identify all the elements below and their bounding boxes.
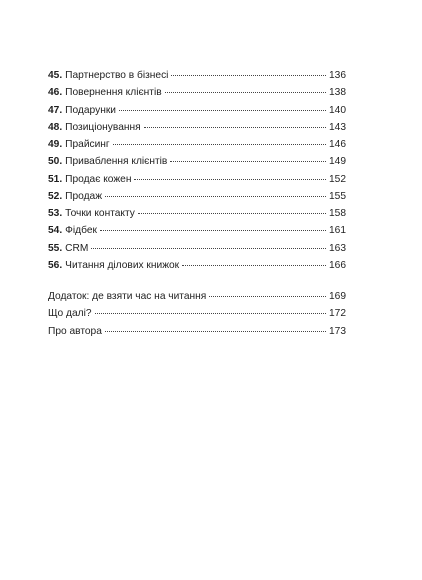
chapter-title: Подарунки [65, 104, 116, 116]
chapter-number: 50. [48, 156, 63, 168]
chapter-number: 45. [48, 70, 63, 81]
toc-entry-appendix [48, 305, 346, 322]
toc-entry [48, 67, 346, 84]
chapter-number: 56. [48, 259, 63, 271]
dot-leader [91, 248, 326, 249]
page-number: 143 [329, 121, 346, 133]
chapter-number: 49. [48, 139, 63, 150]
dot-leader [100, 230, 326, 231]
page-number: 163 [329, 242, 346, 254]
table-of-contents [48, 67, 346, 340]
chapter-title: Точки контакту [65, 208, 135, 219]
dot-leader [105, 331, 326, 332]
chapter-title: Фідбек [65, 225, 97, 237]
dot-leader [95, 313, 326, 314]
page-number: 166 [329, 259, 346, 271]
chapter-title: Приваблення клієнтів [65, 156, 168, 168]
page-number: 172 [329, 308, 346, 320]
page-number: 149 [329, 156, 346, 168]
chapter-title: Продаж [65, 190, 103, 202]
page-number: 136 [329, 70, 346, 81]
dot-leader [170, 161, 326, 162]
chapter-title: Читання ділових книжок [65, 259, 180, 271]
page-number: 140 [329, 104, 346, 116]
dot-leader [209, 296, 326, 297]
chapter-number: 53. [48, 208, 63, 219]
toc-entry [48, 84, 346, 101]
page-number: 146 [329, 139, 346, 150]
toc-entry [48, 188, 346, 205]
chapter-number: 52. [48, 190, 63, 202]
chapter-title: Прайсинг [65, 139, 110, 150]
chapter-title: Повернення клієнтів [65, 87, 162, 99]
toc-entry [48, 257, 346, 274]
toc-entry-appendix [48, 288, 346, 305]
dot-leader [113, 144, 326, 145]
chapter-title: Партнерство в бізнесі [65, 70, 169, 81]
appendix-title: Додаток: де взяти час на читання [48, 291, 207, 302]
page-number: 138 [329, 87, 346, 99]
toc-entry [48, 136, 346, 153]
chapter-title: Продає кожен [65, 173, 132, 185]
dot-leader [165, 92, 326, 93]
toc-entry [48, 102, 346, 119]
page-number: 155 [329, 190, 346, 202]
dot-leader [171, 75, 326, 76]
dot-leader [119, 110, 326, 111]
dot-leader [105, 196, 326, 197]
page-number: 152 [329, 173, 346, 185]
dot-leader [138, 213, 326, 214]
toc-entry [48, 171, 346, 188]
toc-entry [48, 119, 346, 136]
page-number: 169 [329, 291, 346, 302]
dot-leader [144, 127, 326, 128]
page-number: 158 [329, 208, 346, 219]
toc-entry-appendix [48, 323, 346, 340]
toc-entry [48, 222, 346, 239]
toc-entry [48, 205, 346, 222]
toc-entry [48, 240, 346, 257]
chapter-number: 47. [48, 104, 63, 116]
section-gap [48, 274, 346, 288]
chapter-number: 51. [48, 173, 63, 185]
chapter-title: CRM [65, 242, 89, 254]
chapter-title: Позиціонування [65, 121, 141, 133]
toc-entry [48, 153, 346, 170]
chapter-number: 46. [48, 87, 63, 99]
chapter-number: 48. [48, 121, 63, 133]
chapter-number: 55. [48, 242, 63, 254]
dot-leader [182, 265, 326, 266]
page-number: 161 [329, 225, 346, 237]
dot-leader [134, 179, 326, 180]
appendix-title: Про автора [48, 325, 102, 337]
page-number: 173 [329, 325, 346, 337]
appendix-title: Що далі? [48, 308, 92, 320]
chapter-number: 54. [48, 225, 63, 237]
